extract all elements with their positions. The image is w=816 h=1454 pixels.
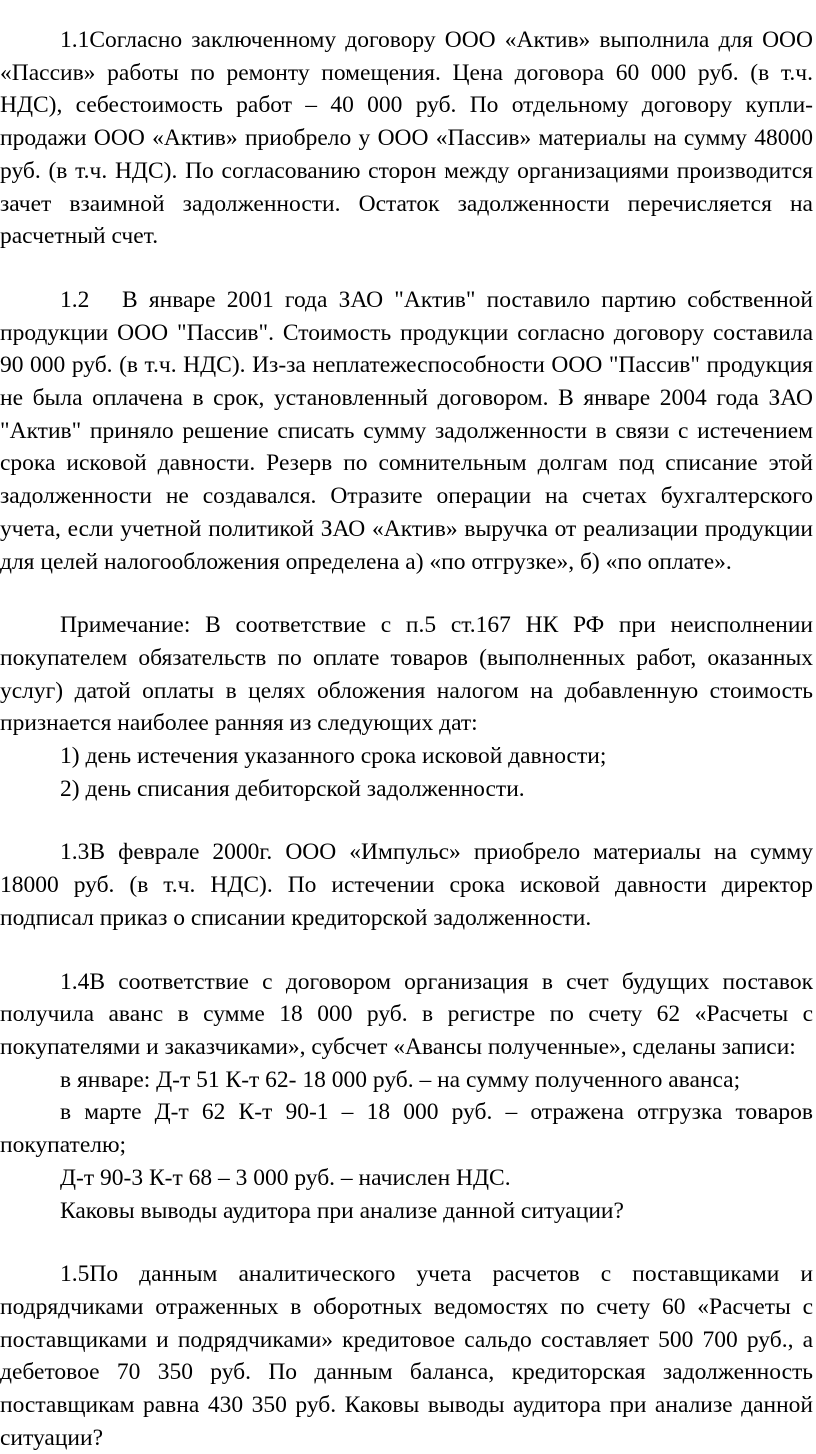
task-1-1-number: 1.1 bbox=[60, 27, 90, 53]
task-1-3-paragraph bbox=[0, 836, 813, 934]
task-1-4-question: Каковы выводы аудитора при анализе данной ситуации? bbox=[60, 1197, 624, 1224]
task-1-2-number: 1.2 bbox=[60, 286, 90, 313]
task-1-5-paragraph bbox=[0, 1258, 813, 1454]
task-1-2-text: В январе 2001 года ЗАО "Актив" поставило партию собственной продукции ООО "Пассив". Стоимость продукции согласно договору составила 90 000 руб. (в т.ч. НДС). Из-за неплатежеспособности ООО "Пассив" продукция не была оплачена в срок, установленный договором. В январе 2004 года ЗАО "Актив" приняло решение списать сумму задолженности в связи с истечением срока исковой давности. Резерв по сомнительным долгам под списание этой задолженности не создавался. Отразите операции на счетах бухгалтерского учета, если учетной политикой ЗАО «Актив» выручка от реализации продукции для целей налогообложения определена а) «по отгрузке», б) «по оплате». bbox=[0, 286, 813, 575]
task-1-5-text: По данным аналитического учета расчетов с поставщиками и подрядчиками отраженных в оборотных ведомостях по счету 60 «Расчеты с поставщиками и подрядчиками» кредитовое сальдо составляет 500 700 руб., а дебетовое 70 350 руб. По данным баланса, кредиторская задолженность поставщикам равна 430 350 руб. Каковы выводы аудитора при анализе данной ситуации? bbox=[0, 1261, 813, 1451]
spacer bbox=[0, 1227, 813, 1258]
task-1-2-paragraph bbox=[0, 284, 813, 578]
task-1-3-text: В феврале 2000г. ООО «Импульс» приобрело материалы на сумму 18000 руб. (в т.ч. НДС). По истечении срока исковой давности директор подписал приказ о списании кредиторской задолженности. bbox=[0, 839, 813, 931]
task-1-4-paragraph bbox=[0, 966, 813, 1064]
spacer bbox=[0, 935, 813, 966]
task-1-5-number: 1.5 bbox=[60, 1261, 90, 1288]
note-item-2: 2) день списания дебиторской задолженности. bbox=[60, 775, 525, 802]
task-1-4-entry-3: Д-т 90-3 К-т 68 – 3 000 руб. – начислен НДС. bbox=[60, 1164, 511, 1191]
note-paragraph: Примечание: В соответствие с п.5 ст.167 НК РФ при неисполнении покупателем обязательств по оплате товаров (выполненных работ, оказанных услуг) датой оплаты в целях обложения налогом на добавленную стоимость признается наиболее ранняя из следующих дат: bbox=[0, 612, 813, 737]
task-1-1-text: Согласно заключенному договору ООО «Актив» выполнила для ООО «Пассив» работы по ремонту помещения. Цена договора 60 000 руб. (в т.ч. НДС), себестоимость работ – 40 000 руб. По отдельному договору купли-продажи ООО «Актив» приобрело у ООО «Пассив» материалы на сумму 48000 руб. (в т.ч. НДС). По согласованию сторон между организациями производится зачет взаимной задолженности. Остаток задолженности перечисляется на расчетный счет. bbox=[0, 27, 813, 250]
task-1-4-number: 1.4 bbox=[60, 968, 90, 995]
task-1-4-text: В соответствие с договором организация в счет будущих поставок получила аванс в сумме 18 000 руб. в регистре по счету 62 «Расчеты с покупателями и заказчиками», субсчет «Авансы полученные», сделаны записи: bbox=[0, 968, 813, 1060]
task-1-1-paragraph bbox=[0, 24, 813, 253]
spacer bbox=[0, 253, 813, 284]
task-1-3-number: 1.3 bbox=[60, 839, 90, 866]
spacer bbox=[0, 805, 813, 836]
spacer bbox=[0, 578, 813, 609]
task-1-4-entry-1: в январе: Д-т 51 К-т 62- 18 000 руб. – на сумму полученного аванса; bbox=[60, 1066, 741, 1093]
task-1-4-entry-2: в марте Д-т 62 К-т 90-1 – 18 000 руб. – отражена отгрузка товаров покупателю; bbox=[0, 1099, 813, 1159]
note-item-1: 1) день истечения указанного срока исковой давности; bbox=[60, 743, 607, 770]
